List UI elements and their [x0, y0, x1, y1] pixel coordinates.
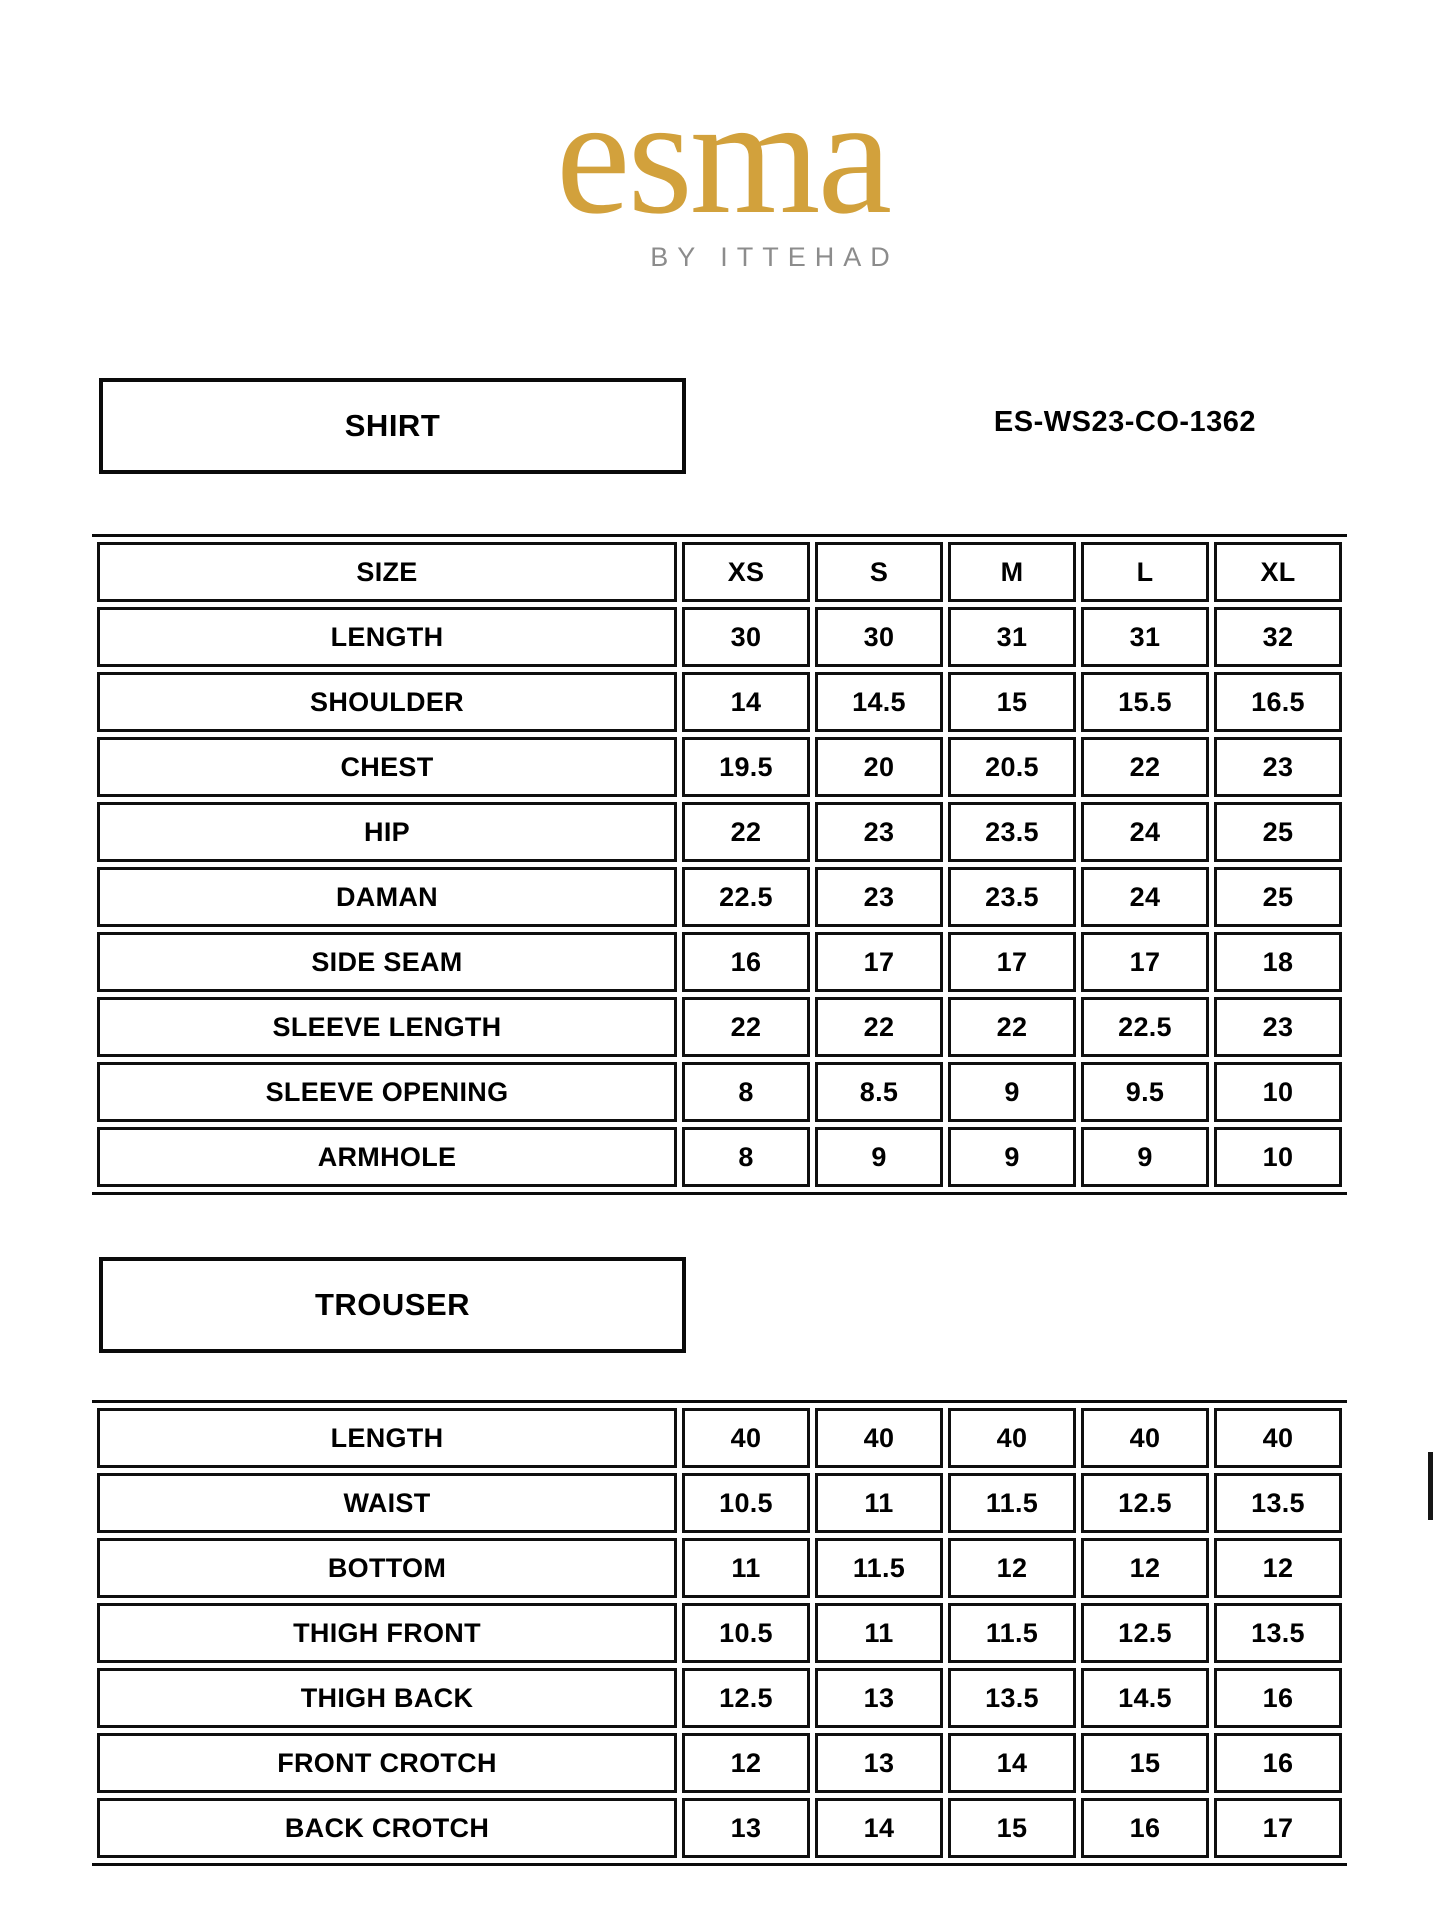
shirt-size-value: 16 [682, 932, 810, 992]
shirt-size-value: 15.5 [1081, 672, 1209, 732]
shirt-size-value: 22 [815, 997, 943, 1057]
shirt-row-label: LENGTH [97, 607, 677, 667]
shirt-size-value: 9.5 [1081, 1062, 1209, 1122]
trouser-table-frame [92, 1400, 1347, 1866]
table-row [97, 1127, 1342, 1187]
trouser-row-label: BOTTOM [97, 1538, 677, 1598]
trouser-size-value: 16 [1214, 1733, 1342, 1793]
shirt-size-value: 23 [815, 867, 943, 927]
shirt-col-header: S [815, 542, 943, 602]
table-row [97, 802, 1342, 862]
shirt-size-value: 17 [1081, 932, 1209, 992]
trouser-section-title-box [99, 1257, 686, 1353]
table-row [97, 997, 1342, 1057]
table-row [97, 672, 1342, 732]
trouser-size-value: 40 [815, 1408, 943, 1468]
trouser-size-value: 12.5 [682, 1668, 810, 1728]
product-code: ES-WS23-CO-1362 [993, 406, 1257, 438]
trouser-size-value: 10.5 [682, 1473, 810, 1533]
trouser-size-value: 13.5 [1214, 1473, 1342, 1533]
trouser-size-value: 17 [1214, 1798, 1342, 1858]
shirt-size-table [92, 537, 1347, 1192]
trouser-size-value: 12 [1214, 1538, 1342, 1598]
trouser-size-value: 12 [682, 1733, 810, 1793]
trouser-size-value: 14.5 [1081, 1668, 1209, 1728]
trouser-size-value: 13 [815, 1733, 943, 1793]
shirt-table-frame [92, 534, 1347, 1195]
shirt-size-value: 24 [1081, 867, 1209, 927]
trouser-section-title: TROUSER [314, 1287, 471, 1322]
shirt-row-label: DAMAN [97, 867, 677, 927]
shirt-size-value: 23 [815, 802, 943, 862]
trouser-size-value: 13.5 [948, 1668, 1076, 1728]
shirt-section-title: SHIRT [344, 408, 441, 443]
trouser-size-value: 13.5 [1214, 1603, 1342, 1663]
trouser-row-label: LENGTH [97, 1408, 677, 1468]
shirt-size-value: 25 [1214, 867, 1342, 927]
shirt-row-label: SLEEVE OPENING [97, 1062, 677, 1122]
shirt-size-value: 15 [948, 672, 1076, 732]
shirt-size-value: 31 [1081, 607, 1209, 667]
trouser-row-label: WAIST [97, 1473, 677, 1533]
trouser-row-label: BACK CROTCH [97, 1798, 677, 1858]
trouser-row-label: FRONT CROTCH [97, 1733, 677, 1793]
trouser-size-value: 11 [815, 1473, 943, 1533]
trouser-size-value: 11 [815, 1603, 943, 1663]
shirt-size-value: 9 [1081, 1127, 1209, 1187]
trouser-size-value: 16 [1214, 1668, 1342, 1728]
table-row [97, 1603, 1342, 1663]
shirt-size-value: 22 [682, 802, 810, 862]
shirt-size-value: 8 [682, 1127, 810, 1187]
shirt-size-value: 20 [815, 737, 943, 797]
shirt-size-value: 22 [1081, 737, 1209, 797]
shirt-size-value: 25 [1214, 802, 1342, 862]
shirt-size-value: 31 [948, 607, 1076, 667]
shirt-size-value: 17 [815, 932, 943, 992]
shirt-col-header: XS [682, 542, 810, 602]
trouser-size-value: 12.5 [1081, 1603, 1209, 1663]
trouser-size-value: 40 [1214, 1408, 1342, 1468]
table-row [97, 1473, 1342, 1533]
shirt-size-value: 23 [1214, 997, 1342, 1057]
shirt-col-header: L [1081, 542, 1209, 602]
table-row [97, 932, 1342, 992]
table-row [97, 1408, 1342, 1468]
trouser-size-value: 16 [1081, 1798, 1209, 1858]
shirt-col-header: SIZE [97, 542, 677, 602]
trouser-size-value: 13 [682, 1798, 810, 1858]
trouser-size-value: 40 [682, 1408, 810, 1468]
trouser-row-label: THIGH FRONT [97, 1603, 677, 1663]
shirt-size-value: 17 [948, 932, 1076, 992]
right-edge-mark [1428, 1452, 1433, 1520]
shirt-size-value: 22 [948, 997, 1076, 1057]
shirt-size-value: 23.5 [948, 802, 1076, 862]
table-row [97, 1538, 1342, 1598]
trouser-size-value: 12 [948, 1538, 1076, 1598]
trouser-size-value: 15 [948, 1798, 1076, 1858]
table-row [97, 607, 1342, 667]
shirt-size-value: 20.5 [948, 737, 1076, 797]
trouser-size-table [92, 1403, 1347, 1863]
shirt-size-value: 9 [948, 1127, 1076, 1187]
shirt-size-value: 14.5 [815, 672, 943, 732]
trouser-size-value: 12.5 [1081, 1473, 1209, 1533]
shirt-size-value: 9 [948, 1062, 1076, 1122]
shirt-size-value: 10 [1214, 1062, 1342, 1122]
shirt-col-header: XL [1214, 542, 1342, 602]
table-row [97, 737, 1342, 797]
shirt-size-value: 9 [815, 1127, 943, 1187]
shirt-row-label: SLEEVE LENGTH [97, 997, 677, 1057]
shirt-size-value: 10 [1214, 1127, 1342, 1187]
shirt-size-value: 22 [682, 997, 810, 1057]
shirt-size-value: 30 [815, 607, 943, 667]
trouser-size-value: 11.5 [815, 1538, 943, 1598]
shirt-section-title-box [99, 378, 686, 474]
trouser-size-value: 40 [948, 1408, 1076, 1468]
trouser-size-value: 11.5 [948, 1603, 1076, 1663]
trouser-size-value: 15 [1081, 1733, 1209, 1793]
shirt-row-label: ARMHOLE [97, 1127, 677, 1187]
table-row [97, 1733, 1342, 1793]
trouser-size-value: 10.5 [682, 1603, 810, 1663]
shirt-header-row [97, 542, 1342, 602]
table-row [97, 1062, 1342, 1122]
shirt-row-label: HIP [97, 802, 677, 862]
table-row [97, 1668, 1342, 1728]
trouser-size-value: 11.5 [948, 1473, 1076, 1533]
shirt-row-label: CHEST [97, 737, 677, 797]
trouser-size-value: 11 [682, 1538, 810, 1598]
trouser-size-value: 14 [815, 1798, 943, 1858]
trouser-size-value: 40 [1081, 1408, 1209, 1468]
shirt-row-label: SIDE SEAM [97, 932, 677, 992]
shirt-size-value: 30 [682, 607, 810, 667]
shirt-size-value: 16.5 [1214, 672, 1342, 732]
shirt-size-value: 22.5 [1081, 997, 1209, 1057]
shirt-size-value: 32 [1214, 607, 1342, 667]
shirt-size-value: 8 [682, 1062, 810, 1122]
table-row [97, 1798, 1342, 1858]
shirt-row-label: SHOULDER [97, 672, 677, 732]
shirt-size-value: 23.5 [948, 867, 1076, 927]
shirt-size-value: 8.5 [815, 1062, 943, 1122]
brand-header [0, 63, 1445, 273]
shirt-col-header: M [948, 542, 1076, 602]
table-row [97, 867, 1342, 927]
trouser-row-label: THIGH BACK [97, 1668, 677, 1728]
shirt-size-value: 14 [682, 672, 810, 732]
brand-logo: esma [555, 63, 890, 249]
shirt-size-value: 22.5 [682, 867, 810, 927]
brand-byline: BY ITTEHAD [650, 242, 899, 272]
shirt-size-value: 24 [1081, 802, 1209, 862]
trouser-size-value: 14 [948, 1733, 1076, 1793]
shirt-size-value: 23 [1214, 737, 1342, 797]
shirt-size-value: 19.5 [682, 737, 810, 797]
trouser-size-value: 13 [815, 1668, 943, 1728]
shirt-size-value: 18 [1214, 932, 1342, 992]
trouser-size-value: 12 [1081, 1538, 1209, 1598]
